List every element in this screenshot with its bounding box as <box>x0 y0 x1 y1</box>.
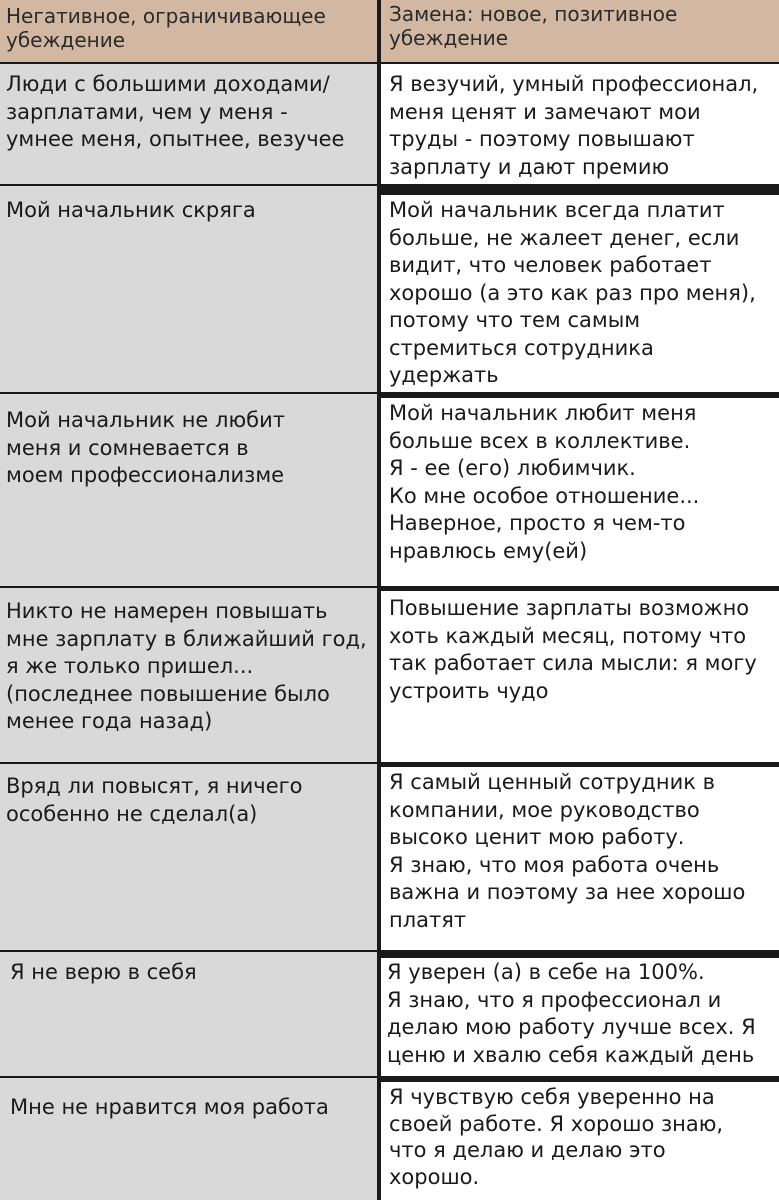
row-1-positive-belief: Я везучий, умный профессионал, меня ценят и замечают мои труды - поэтому повышают зарплату и дают премию <box>381 64 779 184</box>
header-positive-belief: Замена: новое, позитивное убеждение <box>381 0 779 62</box>
row-7-negative-belief: Мне не нравится моя работа <box>0 1078 377 1200</box>
row-5-positive-belief: Я самый ценный сотрудник в компании, мое руководство высоко ценит мою работу. Я знаю, что моя работа очень важна и поэтому за нее хорошо платят <box>381 767 779 950</box>
row-2-negative-belief: Мой начальник скряга <box>0 186 377 392</box>
row-4-negative-belief: Никто не намерен повышать мне зарплату в ближайший год, я же только пришел... (последнее повышение было менее года назад) <box>0 588 377 762</box>
row-4-positive-belief: Повышение зарплаты возможно хоть каждый месяц, потому что так работает сила мысли: я могу устроить чудо <box>381 591 779 762</box>
row-3-negative-belief: Мой начальник не любит меня и сомневается в моем профессионализме <box>0 394 377 586</box>
header-negative-belief: Негативное, ограничивающее убеждение <box>0 0 377 62</box>
row-1-negative-belief: Люди с большими доходами/ зарплатами, чем у меня - умнее меня, опытнее, везучее <box>0 64 377 184</box>
row-7-positive-belief: Я чувствую себя уверенно на своей работе. Я хорошо знаю, что я делаю и делаю это хорошо. <box>381 1082 779 1200</box>
row-2-positive-belief: Мой начальник всегда платит больше, не жалеет денег, если видит, что человек работает хорошо (а это как раз про меня), потому что тем самым стремиться сотрудника удержать <box>381 195 779 392</box>
row-6-positive-belief: Я уверен (а) в себе на 100%. Я знаю, что я профессионал и делаю мою работу лучше всех. Я ценю и хвалю себя каждый день <box>381 958 779 1076</box>
row-3-positive-belief: Мой начальник любит меня больше всех в коллективе. Я - ее (его) любимчик. Ко мне особое отношение... Наверное, просто я чем-то нравлюсь ему(ей) <box>381 398 779 586</box>
row-6-negative-belief: Я не верю в себя <box>0 952 377 1076</box>
row-5-negative-belief: Вряд ли повысят, я ничего особенно не сделал(а) <box>0 764 377 950</box>
